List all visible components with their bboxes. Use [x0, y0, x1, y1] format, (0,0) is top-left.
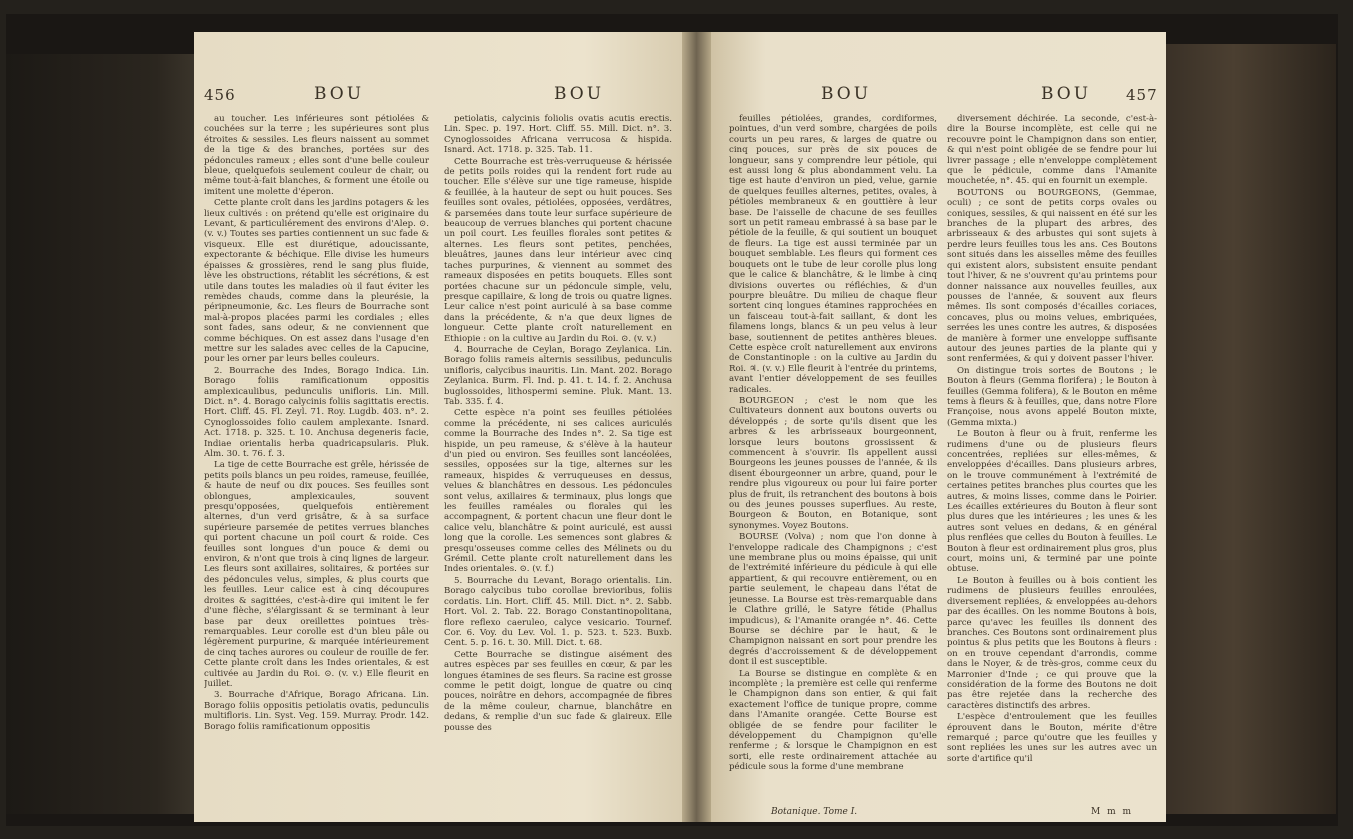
- paragraph: Le Bouton à fleur ou à fruit, renferme les rudimens d'une ou de plusieurs fleurs concentrées, repliées sur elles-mêmes, & enveloppées d'écailles. Dans plusieurs arbres, on le trouve communément à l'extrémité de certaines petites branches plus courtes que les autres, & moins lisses, comme dans le Poirier. Les écailles extérieures du Bouton à fleur sont plus dures que les intérieures ; les unes & les autres sont velues en dedans, & en général plus renflées que celles du Bouton à feuilles. Le Bouton à fleur est ordinairement plus gros, plus court, moins uni, & terminé par une pointe obtuse.: [947, 429, 1157, 575]
- left-page-column-2: [444, 114, 672, 814]
- paragraph: petiolatis, calycinis foliolis ovatis acutis erectis. Lin. Spec. p. 197. Hort. Cliff. 55. Mill. Dict. n°. 3. Cynoglossoides Africana verrucosa & hispida. Isnard. Act. 1718. p. 325. Tab. 11.: [444, 114, 672, 156]
- right-page-header: [711, 84, 1166, 110]
- paragraph: La Bourse se distingue en complète & en incomplète ; la première est celle qui renferme le Champignon dans son entier, & qui fait exactement l'office de tunique propre, comme dans l'Amanite orangée. Cette Bourse est obligée de se fendre pour faciliter le développement du Champignon qu'elle renferme ; & lorsque le Champignon en est sorti, elle reste ordinairement attachée au pédicule sous la forme d'une membrane: [729, 668, 937, 773]
- right-page: [711, 32, 1166, 822]
- paragraph: 3. Bourrache d'Afrique, Borago Africana. Lin. Borago foliis oppositis petiolatis ovatis, pedunculis multifloris. Lin. Syst. Veg. 159. Murray. Prodr. 142. Borago foliis ramificationum oppositis: [204, 690, 429, 732]
- paragraph: La tige de cette Bourrache est grêle, hérissée de petits poils blancs un peu roides, rameuse, feuillée, & haute de neuf ou dix pouces. Ses feuilles sont oblongues, amplexicaules, souvent presqu'opposées, quelquefois entièrement alternes, d'un verd grisâtre, & à sa surface supérieure parsemée de petites verrues blanches qui portent chacune un poil court & roide. Ces feuilles sont longues d'un pouce & demi ou environ, & n'ont que trois à cinq lignes de largeur. Les fleurs sont axillaires, solitaires, & portées sur des pédoncules velus, simples, & plus courts que les feuilles. Leur calice est à cinq découpures droites & sagittées, c'est-à-dire qui imitent le fer d'une flèche, s'élargissant & se terminant à leur base par deux oreillettes pointues très-remarquables. Leur corolle est d'un bleu pâle ou légèrement purpurine, & marquée intérieurement de cinq taches aurores ou couleur de rouille de fer. Cette plante croît dans les Indes orientales, & est cultivée au Jardin du Roi. ⊙. (v. v.) Elle fleurit en Juillet.: [204, 460, 429, 689]
- paragraph: BOURSE (Volva) ; nom que l'on donne à l'enveloppe radicale des Champignons ; c'est une membrane plus ou moins épaisse, qui unit de l'extrémité inférieure du pédicule à qui elle appartient, & qui recouvre entièrement, ou en partie seulement, le chapeau dans l'état de jeunesse. La Bourse est très-remarquable dans le Clathre grillé, le Satyre fétide (Phallus impudicus), & l'Amanite orangée n°. 46. Cette Bourse se déchire par le haut, & le Champignon naissant en sort pour prendre les degrés d'accroissement & de développement dont il est susceptible.: [729, 532, 937, 668]
- running-head: BOU: [314, 84, 365, 104]
- paragraph: Le Bouton à feuilles ou à bois contient les rudimens de plusieurs feuilles enroulées, diversement repliées, & enveloppées au-dehors par des écailles. On les nomme Boutons à bois, parce qu'avec les feuilles ils donnent des branches. Ces Boutons sont ordinairement plus pointus & plus petits que les Boutons à fleurs : on en trouve cependant d'arrondis, comme dans le Noyer, & de très-gros, comme ceux du Marronier d'Inde ; ce qui prouve que la considération de la forme des Boutons ne doit pas être rejetée dans la recherche des caractères distinctifs des arbres.: [947, 575, 1157, 711]
- right-page-column-2: [947, 114, 1157, 814]
- right-page-column-1: [729, 114, 937, 814]
- paragraph: BOUTONS ou BOURGEONS, (Gemmae, oculi) ; ce sont de petits corps ovales ou coniques, sessiles, & qui naissent en été sur les branches de la plupart des arbres, des arbrisseaux & des arbustes qui sont sujets à perdre leurs feuilles tous les ans. Ces Boutons sont situés dans les aisselles même des feuilles qui existent alors, subsistent ensuite pendant tout l'hiver, & ne s'ouvrent qu'au printems pour donner naissance aux nouvelles feuilles, aux pousses de l'année, & souvent aux fleurs mêmes. Ils sont composés d'écailles coriaces, concaves, plus ou moins velues, embriquées, serrées les unes contre les autres, & disposées de manière à former une enveloppe suffisante autour des jeunes parties de la plante qui y sont renfermées, & qui y doivent passer l'hiver.: [947, 187, 1157, 365]
- book-spine: [682, 32, 711, 822]
- page-number: 457: [1126, 86, 1158, 104]
- left-page: [194, 32, 682, 822]
- page-number: 456: [204, 86, 236, 104]
- paragraph: 4. Bourrache de Ceylan, Borago Zeylanica. Lin. Borago foliis rameis alternis sessilibus, pedunculis unifloris, calycibus inauritis. Lin. Mant. 202. Borago Zeylanica. Burm. Fl. Ind. p. 41. t. 14. f. 2. Anchusa buglossoides, lithospermi semine. Pluk. Mant. 13. Tab. 335. f. 4.: [444, 344, 672, 407]
- left-page-stack: [6, 54, 194, 814]
- paragraph: diversement déchirée. La seconde, c'est-à-dire la Bourse incomplète, est celle qui ne recouvre point le Champignon dans son entier, & qui n'est point obligée de se fendre pour lui livrer passage ; elle n'enveloppe complètement que le pédicule, comme dans l'Amanite mouchetée, n°. 45. qui en fournit un exemple.: [947, 114, 1157, 187]
- paragraph: BOURGEON ; c'est le nom que les Cultivateurs donnent aux boutons ouverts ou développés ; de sorte qu'ils disent que les arbres & les arbrisseaux bourgeonnent, lorsque leurs boutons grossissent & commencent à s'ouvrir. Ils appellent aussi Bourgeons les jeunes pousses de l'année, & ils disent ébourgeonner un arbre, quand, pour le rendre plus vigoureux ou pour lui faire porter plus de fruit, ils retranchent des boutons à bois ou des jeunes pousses superflues. Au reste, Bourgeon & Bouton, en Botanique, sont synonymes. Voyez Boutons.: [729, 395, 937, 531]
- right-page-stack: [1166, 44, 1336, 814]
- paragraph: 2. Bourrache des Indes, Borago Indica. Lin. Borago foliis ramificationum oppositis amplexicaulibus, pedunculis unifloris. Lin. Mill. Dict. n°. 4. Borago calycinis foliis sagittatis erectis. Hort. Cliff. 45. Fl. Zeyl. 71. Roy. Lugdb. 403. n°. 2. Cynoglossoides folio caulem amplexante. Isnard. Act. 1718. p. 325. t. 10. Anchusa degeneris facie, Indiae orientalis herba quadricapsularis. Pluk. Alm. 30. t. 76. f. 3.: [204, 365, 429, 459]
- paragraph: Cette plante croît dans les jardins potagers & les lieux cultivés : on prétend qu'elle est originaire du Levant, & particuliérement des environs d'Alep. ⊙. (v. v.) Toutes ses parties contiennent un suc fade & visqueux. Elle est diurétique, adoucissante, expectorante & béchique. Elle divise les humeurs épaisses & grossières, rend le sang plus fluide, lève les obstructions, rétablit les sécrétions, & est utile dans toutes les maladies où il faut éviter les remèdes chauds, comme dans la pleurésie, la péripneumonie, &c. Les fleurs de Bourrache sont mal-à-propos placées parmi les cordiales ; elles sont fades, sans odeur, & ne conviennent que comme béchiques. On est assez dans l'usage d'en mettre sur les salades avec celles de la Capucine, pour les orner par leurs belles couleurs.: [204, 198, 429, 365]
- left-page-header: [194, 84, 682, 110]
- running-head: BOU: [821, 84, 872, 104]
- paragraph: On distingue trois sortes de Boutons ; le Bouton à fleurs (Gemma florifera) ; le Bouton à feuilles (Gemma folifera), & le Bouton en même tems à fleurs & à feuilles, que, dans notre Flore Françoise, nous avons appelé Bouton mixte, (Gemma mixta.): [947, 365, 1157, 428]
- paragraph: Cette espèce n'a point ses feuilles pétiolées comme la précédente, ni ses calices auriculés comme la Bourrache des Indes n°. 2. Sa tige est hispide, un peu rameuse, & s'élève à la hauteur d'un pied ou environ. Ses feuilles sont lancéolées, sessiles, opposées sur la tige, alternes sur les rameaux, hispides & verruqueuses en dessus, velues & blanchâtres en dessous. Les pédoncules sont velus, axillaires & terminaux, plus longs que les feuilles raméales ou florales qui les accompagnent, & portent chacun une fleur dont le calice velu, blanchâtre & point auriculé, est aussi long que la corolle. Les semences sont glabres & presqu'osseuses comme celles des Mélinets ou du Grémil. Cette plante croît naturellement dans les Indes orientales. ⊙. (v. f.): [444, 408, 672, 575]
- paragraph: Cette Bourrache se distingue aisément des autres espèces par ses feuilles en cœur, & par les longues étamines de ses fleurs. Sa racine est grosse comme le petit doigt, longue de quatre ou cinq pouces, noirâtre en dehors, accompagnée de fibres de la même couleur, charnue, blanchâtre en dedans, & remplie d'un suc fade & glaireux. Elle pousse des: [444, 649, 672, 733]
- paragraph: L'espèce d'entroulement que les feuilles éprouvent dans le Bouton, mérite d'être remarqué ; parce qu'outre que les feuilles y sont repliées les unes sur les autres avec un sorte d'artifice qu'il: [947, 712, 1157, 764]
- paragraph: Cette Bourrache est très-verruqueuse & hérissée de petits poils roides qui la rendent fort rude au toucher. Elle s'élève sur une tige rameuse, hispide & feuillée, à la hauteur de sept ou huit pouces. Ses feuilles sont ovales, pétiolées, opposées, verdâtres, & parsemées dans toute leur surface supérieure de beaucoup de verrues blanches qui portent chacune un poil court. Les feuilles florales sont petites & alternes. Les fleurs sont petites, penchées, bleuâtres, jaunes dans leur intérieur avec cinq taches purpurines, & viennent au sommet des rameaux disposées en petits bouquets. Elles sont portées chacune sur un pédoncule simple, velu, presque capillaire, & long de trois ou quatre lignes. Leur calice n'est point auriculé à sa base comme dans la précédente, & n'a que deux lignes de longueur. Cette plante croît naturellement en Ethiopie : on la cultive au Jardin du Roi. ⊙. (v. v.): [444, 156, 672, 344]
- paragraph: 5. Bourrache du Levant, Borago orientalis. Lin. Borago calycibus tubo corollae brevioribus, foliis cordatis. Lin. Hort. Cliff. 45. Mill. Dict. n°. 2. Sabb. Hort. Vol. 2. Tab. 22. Borago Constantinopolitana, flore reflexo caeruleo, calyce vesicario. Tournef. Cor. 6. Voy. du Lev. Vol. 1. p. 523. t. 523. Buxb. Cent. 5. p. 16. t. 30. Mill. Dict. t. 68.: [444, 575, 672, 649]
- running-head: BOU: [554, 84, 605, 104]
- paragraph: au toucher. Les inférieures sont pétiolées & couchées sur la terre ; les supérieures sont plus étroites & sessiles. Les fleurs naissent au sommet de la tige & des branches, portées sur des pédoncules rameux ; elles sont d'une belle couleur bleue, quelquefois seulement couleur de chair, ou même tout-à-fait blanches, & forment une étoile ou imitent une molette d'éperon.: [204, 114, 429, 197]
- paragraph: feuilles pétiolées, grandes, cordiformes, pointues, d'un verd sombre, chargées de poils courts un peu rares, & larges de quatre ou cinq pouces, sur près de six pouces de longueur, sans y comprendre leur pétiole, qui est aussi long & plus abondamment velu. La tige est haute d'environ un pied, velue, garnie de quelques feuilles alternes, petites, ovales, à pétioles membraneux & en gouttière à leur base. De l'aisselle de chacune de ses feuilles sort un petit rameau embrassé à sa base par le pétiole de la feuille, & qui soutient un bouquet de fleurs. La tige est aussi terminée par un bouquet semblable. Les fleurs qui forment ces bouquets ont le tube de leur corolle plus long que le calice & blanchâtre, & le limbe à cinq divisions ouvertes ou réfléchies, & d'un pourpre bleuâtre. Du milieu de chaque fleur sortent cinq longues étamines rapprochées en un faisceau tout-à-fait saillant, & dont les filamens longs, blancs & un peu velus à leur base, soutiennent de petites anthères bleues. Cette espèce croît naturellement aux environs de Constantinople : on la cultive au Jardin du Roi. ♃. (v. v.) Elle fleurit à l'entrée du printems, avant l'entier développement de ses feuilles radicales.: [729, 114, 937, 395]
- footer-signature: M m m: [1091, 807, 1134, 817]
- footer-volume: Botanique. Tome I.: [771, 807, 858, 817]
- left-page-column-1: [204, 114, 429, 814]
- book-spread: [6, 14, 1338, 826]
- running-head: BOU: [1041, 84, 1092, 104]
